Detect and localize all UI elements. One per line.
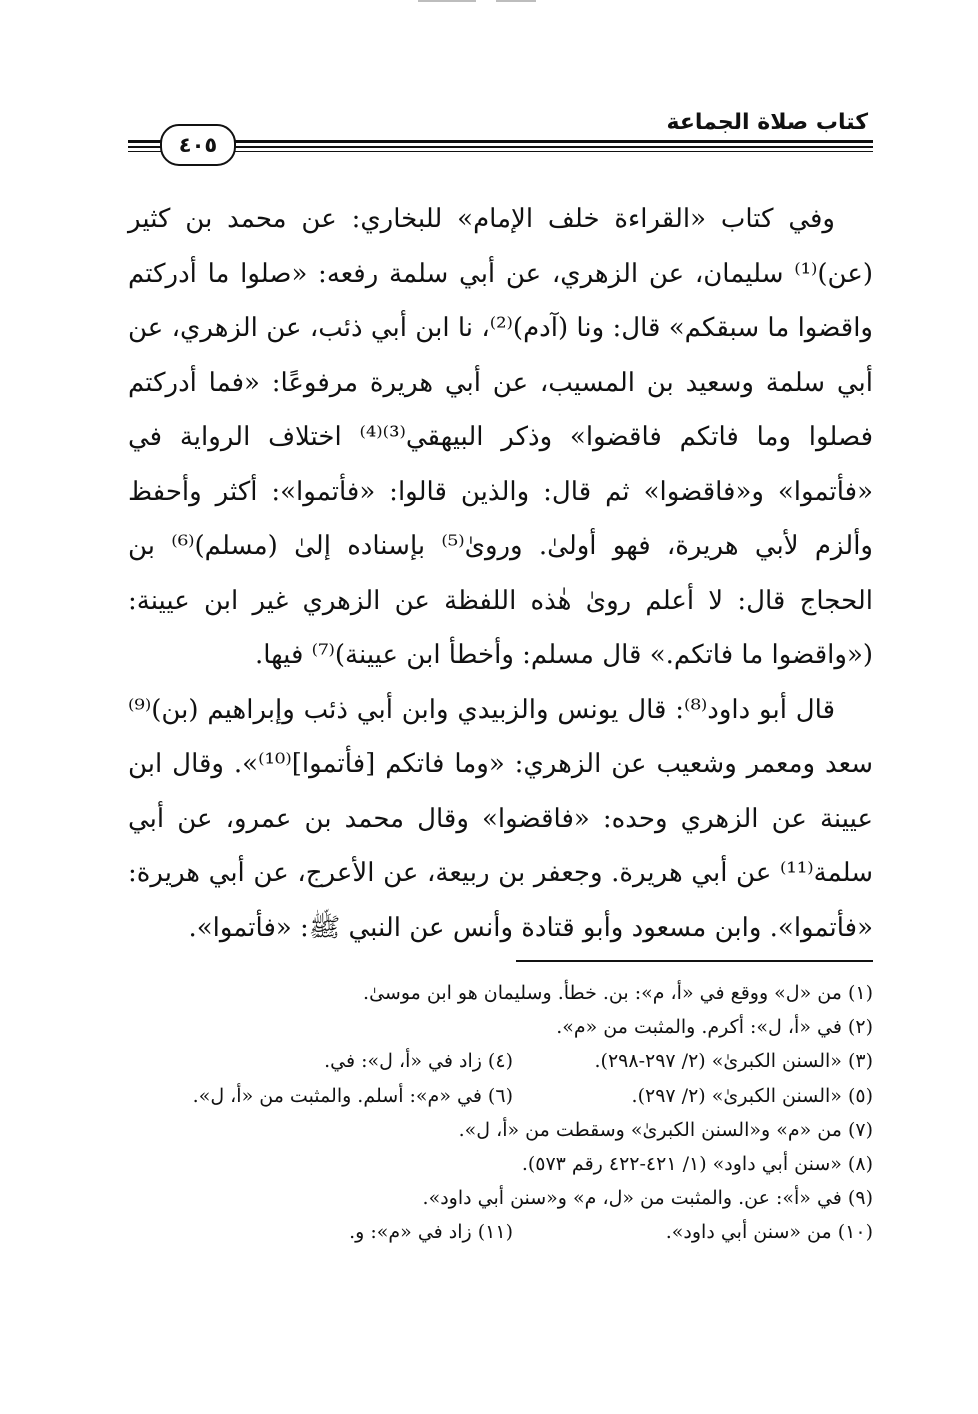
header-rule xyxy=(128,140,873,143)
footnote-line xyxy=(128,976,873,1010)
paragraph: وفي كتاب «القراءة خلف الإمام» للبخاري: عن محمد بن كثير (عن)⁽¹⁾ سليمان، عن الزهري، عن أبي سلمة رفعه: «صلوا ما أدركتم واقضوا ما سبقكم» قال: ونا (آدم)⁽²⁾، نا ابن أبي ذئب، عن الزهري، عن أبي سلمة وسعيد بن المسيب، عن أبي هريرة مرفوعًا: «فما أدركتم فصلوا وما فاتكم فاقضوا» وذكر البيهقي⁽³⁾⁽⁴⁾ اختلاف الرواية في «فأتموا» و«فاقضوا» ثم قال: والذين قالوا: «فأتموا»: أكثر وأحفظ وألزم لأبي هريرة، فهو أولىٰ. وروىٰ⁽⁵⁾ بإسناده إلىٰ (مسلم)⁽⁶⁾ بن الحجاج قال: لا أعلم روىٰ هٰذه اللفظة عن الزهري غير ابن عيينة: («واقضوا ما فاتكم.» قال مسلم: وأخطأ ابن عيينة)⁽⁷⁾ فيها. xyxy=(128,204,873,670)
header-rule xyxy=(128,151,873,152)
footnote-line xyxy=(128,1113,873,1147)
footnote: (٨) «سنن أبي داود» (١/ ٤٢١-٤٢٢ رقم ٥٧٣). xyxy=(521,1152,873,1175)
footnote: (٩) في «أ»: عن. والمثبت من «ل، م» و«سنن أبي داود». xyxy=(422,1187,873,1210)
footnote: (٧) من «م» و«السنن الكبرىٰ» وسقطت من «أ، ل». xyxy=(458,1118,873,1141)
footnote: (٣) «السنن الكبرىٰ» (٢/ ٢٩٧-٢٩٨). xyxy=(594,1050,873,1073)
footnote-line xyxy=(128,1181,873,1215)
main-text xyxy=(128,192,873,955)
footnotes xyxy=(128,976,873,1250)
running-title: كتاب صلاة الجماعة xyxy=(666,110,868,135)
footnote-line xyxy=(128,1044,873,1078)
footnote: (٥) «السنن الكبرىٰ» (٢/ ٢٩٧). xyxy=(631,1084,873,1107)
scan-mark xyxy=(418,0,476,2)
paragraph: قال أبو داود⁽⁸⁾: قال يونس والزبيدي وابن أبي ذئب وإبراهيم (بن)⁽⁹⁾ سعد ومعمر وشعيب عن الزهري: «وما فاتكم [فأتموا]⁽¹⁰⁾». وقال ابن عيينة عن الزهري وحده: «فاقضوا» وقال محمد بن عمرو، عن أبي سلمة⁽¹¹⁾ عن أبي هريرة. وجعفر بن ربيعة، عن الأعرج، عن أبي هريرة: «فأتموا». وابن مسعود وأبو قتادة وأنس عن النبي ﷺ: «فأتموا». xyxy=(128,694,873,943)
footnote-line xyxy=(128,1079,873,1113)
footnote: (٦) في «م»: أسلم. والمثبت من «أ، ل». xyxy=(192,1084,513,1107)
footnote: (١١) زاد في «م»: و. xyxy=(349,1221,513,1244)
footnote-line xyxy=(128,1215,873,1249)
page-number: ٤٠٥ xyxy=(160,124,236,166)
footnote: (١٠) من «سنن أبي داود». xyxy=(665,1221,873,1244)
scan-mark xyxy=(496,0,536,2)
footnote: (٢) في «أ، ل»: أكرم. والمثبت من «م». xyxy=(556,1016,873,1039)
footnote: (١) من «ل» ووقع في «أ، م»: بن. خطأ. وسليمان هو ابن موسىٰ. xyxy=(363,982,873,1004)
footnote: (٤) زاد في «أ، ل»: في. xyxy=(324,1050,513,1073)
footnote-line xyxy=(128,1147,873,1181)
header-rule xyxy=(128,146,873,148)
footnote-separator xyxy=(516,960,873,962)
footnote-line xyxy=(128,1010,873,1044)
